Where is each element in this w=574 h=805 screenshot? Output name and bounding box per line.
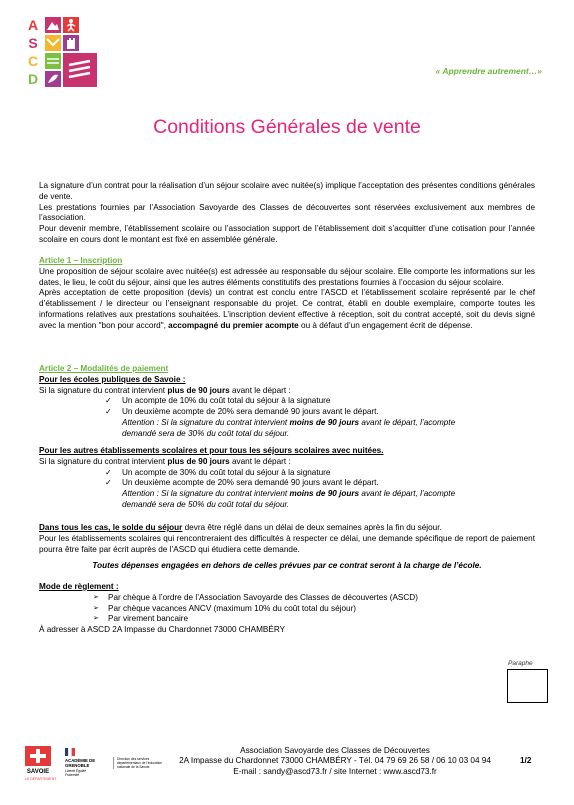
waves-icon [63,53,97,87]
services-label: Direction des services départementaux de l’éducation nationale de la Savoie [113,757,169,769]
text-span: Si la signature du contrat intervient [39,456,168,466]
list-item-text: Un deuxième acompte de 20% sera demandé 90 jours avant le départ. [122,407,379,417]
text-span: Attention : Si la signature du contrat intervient [122,489,290,499]
list-item-text: Par chèque à l’ordre de l’Association Savoyarde des Classes de découvertes (ASCD) [108,592,418,602]
reglement-heading: Mode de règlement : [39,582,119,591]
text-span: avant le départ : [229,456,291,466]
public-lead [39,386,535,397]
list-item [39,407,535,418]
tagline: « Apprendre autrement…» [435,66,542,76]
list-item [39,593,535,604]
article-1-paragraph-2 [39,288,535,331]
others-lead [39,457,535,468]
lines-icon [45,53,61,69]
list-item-text: Un deuxième acompte de 20% sera demandé 90 jours avant le départ. [122,478,379,488]
arrow-bullet-icon: ➢ [93,604,99,612]
list-item-text: Un acompte de 10% du coût total du séjour à la signature [122,396,331,406]
academie-logo [65,748,105,777]
article-1 [39,256,535,332]
intro-paragraph: La signature d’un contrat pour la réalisation d’un séjour scolaire avec nuitée(s) implique l’acceptation des présentes conditions générales de vente. [39,181,535,201]
paraphe-box[interactable] [507,669,548,703]
intro-paragraph: Pour devenir membre, l’établissement scolaire ou l’association support de l’établissement doit s’acquitter d’une cotisation pour l’année scolaire en cours dont le montant est fixé en assemblée générale. [39,224,535,244]
check-icon: ✓ [105,467,112,477]
bold-text: accompagné du premier acompte [168,320,299,330]
list-item-text: Par chèque vacances ANCV (maximum 10% du coût total du séjour) [108,603,357,613]
mountain-icon [45,17,61,33]
article-1-paragraph: Une proposition de séjour scolaire avec nuitée(s) est adressée au responsable du séjour scolaire. Elle comporte les informations sur les dates, le lieu, le coût du séjour, ainsi que les autres éléments constitutifs des prestations fournies à l’occasion du séjour scolaire. [39,266,535,287]
list-item [39,614,535,625]
text-span: Attention : Si la signature du contrat intervient [122,417,290,427]
savoie-logo [25,746,57,781]
footer-line-1: Association Savoyarde des Classes de Découvertes [240,746,430,755]
text-span: devra être réglé dans un délai de deux semaines après la fin du séjour. [182,523,442,532]
logo-letter-d: D [25,71,41,87]
bold-text: plus de 90 jours [167,456,230,466]
text-span: demandé sera de 30% du coût total du séjour. [122,428,290,438]
text-span: Après acceptation de cette proposition (devis) un contrat est conclu entre l’ASCD et l’établissement scolaire représenté par le chef d’établissement / le directeur ou l’enseignant responsable du projet. Ce contrat, établi en double exemplaire, comporte toutes les informations relatives aux prestations souhaitées. L’inscription devient effective à réception, soit du contrat accepté, soit du devis signé avec la mention "bon pour accord", [39,288,535,330]
paraphe-label: Paraphe [508,660,533,667]
report-paragraph: Pour les établissements scolaires qui rencontreraient des difficultés à respecter ce délai, une demande spécifique de report de paiement pourra être faite par écrit auprès de l’ASCD qui étudiera cette demande. [39,533,535,554]
check-icon: ✓ [105,478,112,488]
intro-paragraph: Les prestations fournies par l’Association Savoyarde des Classes de découvertes sont réservées exclusivement aux membres de l’association. [39,202,535,223]
solde-section [39,523,535,555]
bold-text: moins de 90 jours [289,489,360,499]
bold-text: Dans tous les cas, le solde du séjour [39,523,183,532]
list-item [39,396,535,407]
text-span: avant le départ : [229,385,291,395]
logo-letter-a: A [25,17,41,33]
list-item [39,604,535,615]
logo-letter-c: C [25,53,41,69]
intro-section [39,181,535,246]
attention-note [39,418,535,440]
list-item-text: Un acompte de 30% du coût total du séjour à la signature [122,467,331,477]
footer [160,746,510,777]
academie-motto: Liberté Égalité Fraternité [65,769,87,777]
page-title: Conditions Générales de vente [153,116,421,138]
text-span: avant le départ, l’acompte [359,489,456,499]
list-item-text: Par virement bancaire [108,614,189,624]
check-icon: ✓ [105,396,112,406]
list-item [39,478,535,489]
footer-line-2: 2A Impasse du Chardonnet 73000 CHAMBÉRY - Tél. 04 79 69 26 58 / 06 10 03 04 94 [179,756,491,766]
public-schools-heading: Pour les écoles publiques de Savoie : [39,374,186,384]
chevron-icon [45,35,61,51]
text-span: avant le départ, l’acompte [359,417,456,427]
savoie-cross-icon [25,746,51,766]
address-line: À adresser à ASCD 2A Impasse du Chardonnet 73000 CHAMBÉRY [39,625,286,635]
solde-paragraph [39,523,535,534]
text-span: Si la signature du contrat intervient [39,385,168,395]
list-item [39,468,535,479]
article-1-title: Article 1 – Inscription [39,256,123,265]
savoie-label: SAVOIE [26,769,50,775]
bold-text: moins de 90 jours [289,417,360,427]
arrow-bullet-icon: ➢ [93,615,99,623]
marianne-icon [65,748,75,756]
tower-icon [63,35,79,51]
academie-name: ACADÉMIE DE GRENOBLE [65,758,96,768]
attention-note [39,489,535,511]
article-2-title: Article 2 – Modalités de paiement [39,364,169,373]
bold-text: plus de 90 jours [167,385,230,395]
other-schools-heading: Pour les autres établissements scolaires et pour tous les séjours scolaires avec nuitées. [39,446,384,455]
reglement-section [39,582,535,636]
footer-line-3: E-mail : sandy@ascd73.fr / site Internet : www.ascd73.fr [233,766,437,776]
leaf-icon [45,71,61,87]
arrow-bullet-icon: ➢ [93,593,99,601]
figure-icon [63,17,79,33]
article-2 [39,364,535,440]
check-icon: ✓ [105,407,112,417]
savoie-sub: LE DÉPARTEMENT [25,777,57,781]
text-span: ou à défaut d’un engagement écrit de dépense. [298,320,473,330]
logo-letter-s: S [25,35,41,51]
page-number: 1/2 [520,756,532,765]
article-2-others [39,446,535,511]
expenses-note: Toutes dépenses engagées en dehors de celles prévues par ce contrat seront à la charge de l’école. [92,561,482,570]
text-span: demandé sera de 50% du coût total du séjour. [122,499,290,509]
